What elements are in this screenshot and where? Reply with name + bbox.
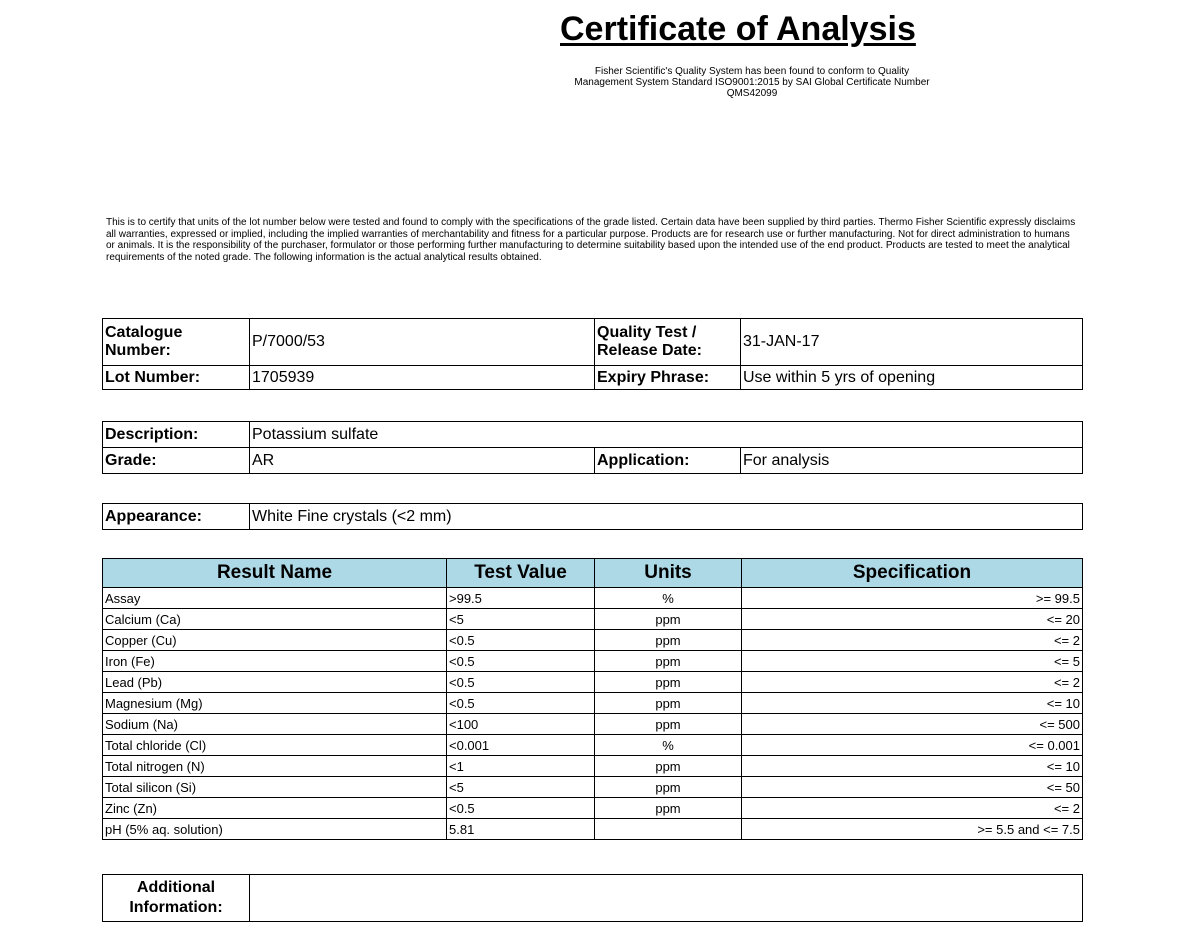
units: ppm: [595, 630, 742, 651]
result-name: Sodium (Na): [103, 714, 447, 735]
specification: <= 10: [742, 693, 1083, 714]
test-value: <0.5: [447, 798, 595, 819]
table-row: [103, 630, 1083, 651]
table-row: [103, 588, 1083, 609]
result-name: Total nitrogen (N): [103, 756, 447, 777]
table-row: [103, 693, 1083, 714]
lot-number-label: Lot Number:: [103, 366, 250, 390]
result-name: Magnesium (Mg): [103, 693, 447, 714]
application-value: For analysis: [741, 448, 1083, 474]
specification: <= 2: [742, 672, 1083, 693]
catalogue-number-value: P/7000/53: [250, 319, 595, 366]
description-label: Description:: [103, 422, 250, 448]
certification-paragraph: This is to certify that units of the lot number below were tested and found to comply with the specifications of the grade listed. Certain data have been supplied by third parties. Thermo Fisher Scientific expressly disclaims all warranties, expressed or implied, including the implied warranties of merchantability and fitness for a particular purpose. Products are for research use or further manufacturing. Not for direct administration to humans or animals. It is the responsibility of the purchaser, formulator or those performing further manufacturing to determine suitability based upon the intended use of the end product. Products are tested to meet the analytical requirements of the noted grade. The following information is the actual analytical results obtained.: [106, 217, 1076, 263]
test-value: <0.001: [447, 735, 595, 756]
release-date-label: Quality Test / Release Date:: [595, 319, 741, 366]
result-name: Total chloride (Cl): [103, 735, 447, 756]
result-name: Assay: [103, 588, 447, 609]
expiry-phrase-value: Use within 5 yrs of opening: [741, 366, 1083, 390]
table-row: [103, 609, 1083, 630]
grade-label: Grade:: [103, 448, 250, 474]
test-value: <0.5: [447, 651, 595, 672]
table-row: [103, 819, 1083, 840]
units: ppm: [595, 651, 742, 672]
specification: <= 5: [742, 651, 1083, 672]
additional-information-label: Additional Information:: [103, 875, 250, 922]
test-value: 5.81: [447, 819, 595, 840]
result-name: Total silicon (Si): [103, 777, 447, 798]
results-table: [102, 558, 1083, 840]
test-value: <0.5: [447, 693, 595, 714]
test-value: <0.5: [447, 630, 595, 651]
test-value: <5: [447, 609, 595, 630]
table-row: [103, 651, 1083, 672]
result-name: Calcium (Ca): [103, 609, 447, 630]
test-value: <0.5: [447, 672, 595, 693]
specification: <= 2: [742, 798, 1083, 819]
specification: <= 0.001: [742, 735, 1083, 756]
table-row: [103, 798, 1083, 819]
test-value: <5: [447, 777, 595, 798]
result-name: Copper (Cu): [103, 630, 447, 651]
header-units: Units: [595, 559, 742, 588]
table-row: [103, 756, 1083, 777]
table-row: [103, 735, 1083, 756]
appearance-value: White Fine crystals (<2 mm): [250, 504, 1083, 530]
grade-value: AR: [250, 448, 595, 474]
test-value: <100: [447, 714, 595, 735]
quality-statement: [520, 66, 984, 99]
specification: >= 5.5 and <= 7.5: [742, 819, 1083, 840]
description-table: [102, 421, 1083, 474]
table-row: [103, 777, 1083, 798]
quality-line-2: Management System Standard ISO9001:2015 by SAI Global Certificate Number: [574, 77, 930, 88]
additional-information-value: [250, 875, 1083, 922]
specification: <= 20: [742, 609, 1083, 630]
table-row: [103, 714, 1083, 735]
result-name: pH (5% aq. solution): [103, 819, 447, 840]
lot-number-value: 1705939: [250, 366, 595, 390]
catalogue-number-label: Catalogue Number:: [103, 319, 250, 366]
units: [595, 819, 742, 840]
units: ppm: [595, 777, 742, 798]
specification: >= 99.5: [742, 588, 1083, 609]
table-row: [103, 672, 1083, 693]
test-value: >99.5: [447, 588, 595, 609]
units: %: [595, 735, 742, 756]
application-label: Application:: [595, 448, 741, 474]
specification: <= 50: [742, 777, 1083, 798]
release-date-value: 31-JAN-17: [741, 319, 1083, 366]
result-name: Zinc (Zn): [103, 798, 447, 819]
test-value: <1: [447, 756, 595, 777]
result-name: Lead (Pb): [103, 672, 447, 693]
units: ppm: [595, 714, 742, 735]
result-name: Iron (Fe): [103, 651, 447, 672]
header-test-value: Test Value: [447, 559, 595, 588]
quality-line-3: QMS42099: [726, 88, 778, 99]
specification: <= 500: [742, 714, 1083, 735]
quality-line-1: Fisher Scientific's Quality System has been found to conform to Quality: [594, 66, 910, 77]
units: ppm: [595, 693, 742, 714]
appearance-label: Appearance:: [103, 504, 250, 530]
specification: <= 10: [742, 756, 1083, 777]
certificate-title: Certificate of Analysis: [560, 10, 916, 48]
units: ppm: [595, 609, 742, 630]
specification: <= 2: [742, 630, 1083, 651]
units: ppm: [595, 756, 742, 777]
units: ppm: [595, 672, 742, 693]
additional-information-table: [102, 874, 1083, 922]
units: ppm: [595, 798, 742, 819]
description-value: Potassium sulfate: [250, 422, 1083, 448]
header-specification: Specification: [742, 559, 1083, 588]
expiry-phrase-label: Expiry Phrase:: [595, 366, 741, 390]
units: %: [595, 588, 742, 609]
catalogue-table: [102, 318, 1083, 390]
header-result-name: Result Name: [103, 559, 447, 588]
appearance-table: [102, 503, 1083, 530]
